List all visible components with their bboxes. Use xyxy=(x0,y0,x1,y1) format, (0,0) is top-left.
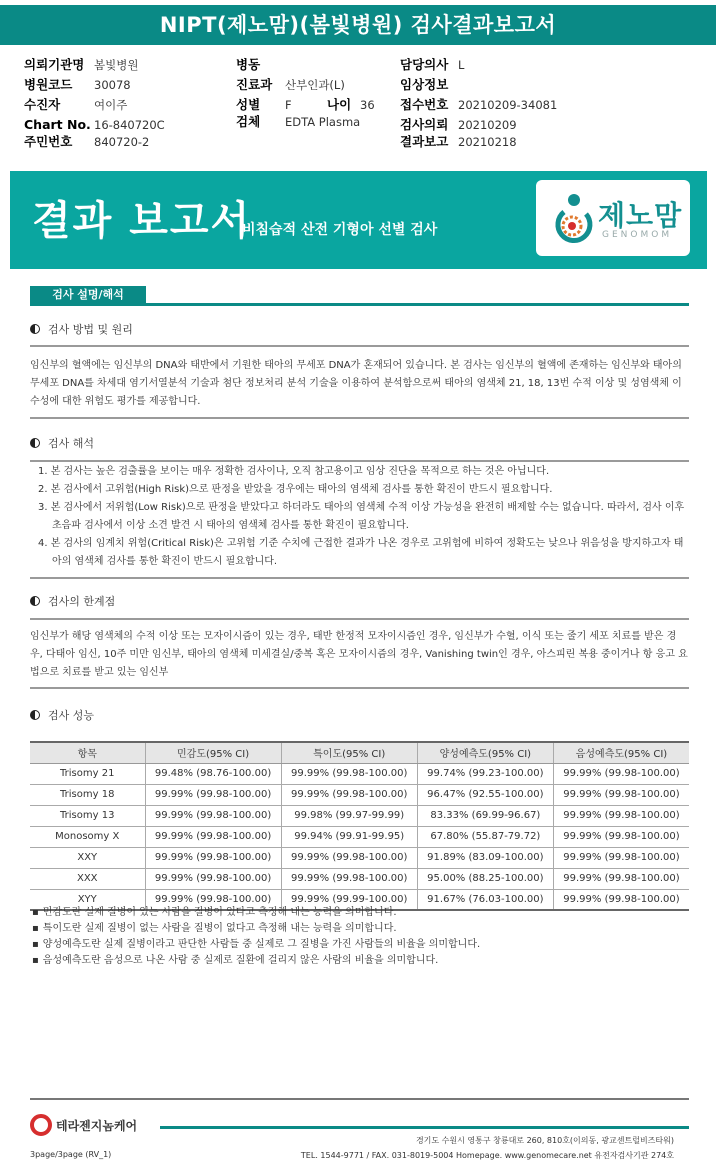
table-row xyxy=(30,763,689,784)
report-date-label: 결과보고 xyxy=(400,134,449,149)
accession-value: 20210209-34081 xyxy=(458,98,558,112)
report-date-value: 20210218 xyxy=(458,135,517,149)
table-cell: Trisomy 21 xyxy=(30,763,145,784)
interp-list xyxy=(30,463,688,571)
department-value: 산부인과(L) xyxy=(285,78,345,92)
divider xyxy=(30,618,689,620)
table-cell: 96.47% (92.55-100.00) xyxy=(417,784,553,805)
table-cell: XXY xyxy=(30,847,145,868)
table-cell: 99.99% (99.98-100.00) xyxy=(145,868,281,889)
table-cell: Trisomy 13 xyxy=(30,805,145,826)
perf-heading xyxy=(30,708,94,724)
table-cell: 99.99% (99.98-100.00) xyxy=(553,763,689,784)
company-name: 테라젠지놈케어 xyxy=(56,1118,138,1133)
list-item: 1. 본 검사는 높은 검출률을 보이는 매우 정확한 검사이나, 오직 참고용이고 임상 진단을 목적으로 하는 것은 아닙니다. xyxy=(38,466,550,477)
report-title: NIPT(제노맘)(봄빛병원) 검사결과보고서 xyxy=(0,5,716,45)
divider xyxy=(30,417,689,419)
list-item: 4. 본 검사의 임계치 위험(Critical Risk)은 고위험 기준 수치에 근접한 결과가 나온 경우로 고위험에 비하여 정확도는 낮으나 위음성을 방지하고자 태아의 염색체 검사를 통한 확진이 반드시 필요합니다. xyxy=(38,538,684,567)
limits-body: 임신부가 해당 염색체의 수적 이상 또는 모자이시즘이 있는 경우, 태반 한정적 모자이시즘인 경우, 임신부가 수혈, 이식 또는 줄기 세포 치료를 받은 경우, 다태아 임신, 10주 미만 임신부, 태아의 염색체 미세결실/중복 혹은 모자이시즘의 경우, Vanishing twin인 경우, 아스피린 복용 중이거나 항 응고 요법으로 치료를 받고 있는 임신부 xyxy=(30,631,688,678)
patient-name-value: 여이주 xyxy=(94,98,128,112)
table-cell: Monosomy X xyxy=(30,826,145,847)
table-cell: 95.00% (88.25-100.00) xyxy=(417,868,553,889)
table-row xyxy=(30,784,689,805)
table-cell: 67.80% (55.87-79.72) xyxy=(417,826,553,847)
table-row xyxy=(30,868,689,889)
table-cell: 99.99% (99.98-100.00) xyxy=(553,805,689,826)
col-header: 항목 xyxy=(30,742,145,763)
table-cell: 99.48% (98.76-100.00) xyxy=(145,763,281,784)
rrn-label: 주민번호 xyxy=(24,134,73,149)
half-circle-icon xyxy=(30,596,40,606)
specimen-label: 검체 xyxy=(236,114,261,129)
list-item: ▪ 민감도란 실제 질병이 있는 사람을 질병이 있다고 측정해 내는 능력을 의미합니다. xyxy=(32,905,690,921)
patient-name-label: 수진자 xyxy=(24,97,61,112)
department-label: 진료과 xyxy=(236,77,273,92)
limits-heading-text: 검사의 한계점 xyxy=(48,595,116,608)
table-cell: 99.99% (99.98-100.00) xyxy=(553,868,689,889)
table-row xyxy=(30,847,689,868)
company-logo xyxy=(26,1114,137,1136)
age-value: 36 xyxy=(360,98,375,112)
institution-label: 의뢰기관명 xyxy=(24,57,85,72)
logo-subtext: GENOMOM xyxy=(602,230,673,240)
footer-divider xyxy=(30,1098,689,1100)
divider xyxy=(30,687,689,689)
patient-info xyxy=(0,52,716,152)
definitions-list xyxy=(32,905,690,969)
half-circle-icon xyxy=(30,324,40,334)
table-cell: 99.99% (99.98-100.00) xyxy=(553,889,689,910)
sex-label: 성별 xyxy=(236,97,261,112)
table-row xyxy=(30,826,689,847)
table-cell: 99.99% (99.98-100.00) xyxy=(281,868,417,889)
table-cell: 99.98% (99.97-99.99) xyxy=(281,805,417,826)
table-row xyxy=(30,805,689,826)
table-cell: 99.99% (99.98-100.00) xyxy=(145,847,281,868)
chart-no-label: Chart No. xyxy=(24,117,91,132)
half-circle-icon xyxy=(30,710,40,720)
interp-heading xyxy=(30,436,94,452)
specimen-value: EDTA Plasma xyxy=(285,115,361,129)
table-cell: 99.99% (99.98-100.00) xyxy=(145,784,281,805)
genomom-logo xyxy=(536,180,690,256)
request-date-label: 검사의뢰 xyxy=(400,117,449,132)
section-divider xyxy=(30,303,689,306)
list-item: 2. 본 검사에서 고위험(High Risk)으로 판정을 받았을 경우에는 태아의 염색체 검사를 통한 확진이 반드시 필요합니다. xyxy=(38,484,553,495)
chart-no-value: 16-840720C xyxy=(94,118,165,132)
divider xyxy=(30,460,689,462)
table-cell: 99.94% (99.91-99.95) xyxy=(281,826,417,847)
method-body: 임신부의 혈액에는 임신부의 DNA와 태반에서 기원한 태아의 무세포 DNA가 혼재되어 있습니다. 본 검사는 임신부의 혈액에 존재하는 임신부와 태아의 무세포 DNA를 차세대 염기서열분석 기술과 첨단 정보처리 분석 기술을 이용하여 분석함으로써 태아의 염색체 21, 18, 13번 수적 이상 및 성염색체 이수성에 대한 위험도 평가를 제공합니다. xyxy=(30,360,682,407)
method-heading-text: 검사 방법 및 원리 xyxy=(48,323,133,336)
list-item: ▪ 특이도란 실제 질병이 없는 사람을 질병이 없다고 측정해 내는 능력을 의미합니다. xyxy=(32,921,690,937)
list-item: ▪ 양성예측도란 실제 질병이라고 판단한 사람들 중 실제로 그 질병을 가진 사람들의 비율을 의미합니다. xyxy=(32,937,690,953)
request-date-value: 20210209 xyxy=(458,118,517,132)
sex-value: F xyxy=(285,98,292,112)
table-cell: XXX xyxy=(30,868,145,889)
table-cell: 99.99% (99.98-100.00) xyxy=(145,889,281,910)
col-header: 특이도(95% CI) xyxy=(281,742,417,763)
banner-subtitle: 비침습적 산전 기형아 선별 검사 xyxy=(242,222,438,238)
table-cell: 99.99% (99.98-100.00) xyxy=(145,805,281,826)
logo-text: 제노맘 xyxy=(598,199,683,232)
divider xyxy=(30,577,689,579)
table-cell: 91.67% (76.03-100.00) xyxy=(417,889,553,910)
table-cell: Trisomy 18 xyxy=(30,784,145,805)
institution-value: 봄빛병원 xyxy=(94,58,139,72)
divider xyxy=(30,345,689,347)
ward-label: 병동 xyxy=(236,57,261,72)
clinical-info-label: 임상정보 xyxy=(400,77,449,92)
banner-title: 결과 보고서 xyxy=(32,198,252,244)
method-heading xyxy=(30,322,133,338)
table-cell: 99.74% (99.23-100.00) xyxy=(417,763,553,784)
company-address: 경기도 수원시 영통구 창룡대로 260, 810호(이의동, 광교센트럴비즈타워) xyxy=(415,1136,674,1145)
table-cell: 99.99% (99.98-100.00) xyxy=(281,763,417,784)
table-cell: 83.33% (69.99-96.67) xyxy=(417,805,553,826)
half-circle-icon xyxy=(30,438,40,448)
report-banner xyxy=(10,171,707,269)
table-header-row xyxy=(30,742,689,763)
list-item: ▪ 음성예측도란 음성으로 나온 사람 중 실제로 질환에 걸리지 않은 사람의 비율을 의미합니다. xyxy=(32,953,690,969)
table-cell: 99.99% (99.98-100.00) xyxy=(553,847,689,868)
page-number: 3page/3page (RV_1) xyxy=(30,1150,112,1159)
table-cell: 99.99% (99.98-100.00) xyxy=(281,784,417,805)
table-cell: 99.99% (99.98-100.00) xyxy=(145,826,281,847)
company-logo-icon xyxy=(30,1114,52,1136)
age-label: 나이 xyxy=(327,97,352,112)
footer-accent-bar xyxy=(160,1126,689,1129)
performance-table xyxy=(30,741,689,911)
col-header: 음성예측도(95% CI) xyxy=(553,742,689,763)
accession-label: 접수번호 xyxy=(400,97,449,112)
hospital-code-label: 병원코드 xyxy=(24,77,73,92)
table-cell: 91.89% (83.09-100.00) xyxy=(417,847,553,868)
rrn-value: 840720-2 xyxy=(94,135,150,149)
doctor-label: 담당의사 xyxy=(400,57,449,72)
table-cell: 99.99% (99.98-100.00) xyxy=(281,847,417,868)
col-header: 민감도(95% CI) xyxy=(145,742,281,763)
section-tab: 검사 설명/해석 xyxy=(30,286,146,304)
table-cell: XYY xyxy=(30,889,145,910)
table-cell: 99.99% (99.98-100.00) xyxy=(553,784,689,805)
col-header: 양성예측도(95% CI) xyxy=(417,742,553,763)
company-contact: TEL. 1544-9771 / FAX. 031-8019-5004 Homepage. www.genomecare.net 유전자검사기관 274호 xyxy=(300,1151,674,1160)
doctor-value: L xyxy=(458,58,465,72)
limits-heading xyxy=(30,594,115,610)
interp-heading-text: 검사 해석 xyxy=(48,437,95,450)
table-cell: 99.99% (99.99-100.00) xyxy=(281,889,417,910)
list-item: 3. 본 검사에서 저위험(Low Risk)으로 판정을 받았다고 하더라도 태아의 염색체 수적 이상 가능성을 완전히 배제할 수는 없습니다. 따라서, 검사 이후 초음파 검사에서 이상 소견 발견 시 태아의 염색체 검사를 통한 확진이 필요합니다. xyxy=(38,502,685,531)
perf-heading-text: 검사 성능 xyxy=(48,709,95,722)
hospital-code-value: 30078 xyxy=(94,78,131,92)
table-cell: 99.99% (99.98-100.00) xyxy=(553,826,689,847)
genomom-logo-icon xyxy=(550,192,594,244)
